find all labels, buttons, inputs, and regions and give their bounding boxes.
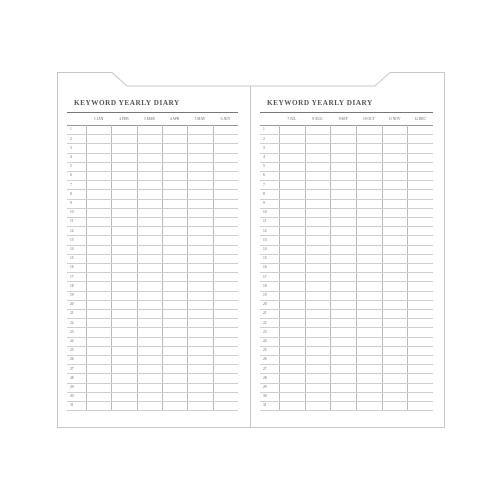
day-number: 15 [70,256,74,261]
day-row-line [67,281,238,282]
day-number: 6 [263,173,265,178]
day-number: 7 [263,182,265,187]
day-row-line [67,254,238,255]
day-number: 5 [70,164,72,169]
day-number: 15 [263,256,267,261]
month-header: 8 AUG [312,117,323,121]
left-diary-page [57,72,252,428]
day-number: 4 [70,155,72,159]
day-number: 2 [263,136,265,141]
column-divider [305,125,306,410]
day-row-line [67,355,238,356]
day-number: 19 [263,293,267,297]
day-row-line [260,355,433,356]
month-header: 2 FEB [119,117,129,121]
day-row-line [260,383,433,384]
column-divider [330,125,331,410]
day-row-line [67,327,238,328]
column-divider [137,125,138,410]
column-divider [407,125,408,410]
day-row-line [67,162,238,163]
day-row-line [260,189,433,190]
day-row-line [67,318,238,319]
diary-grid [67,116,238,413]
column-divider [111,125,112,410]
day-number: 18 [70,283,74,288]
day-number: 21 [70,311,74,316]
month-header: 10 OCT [362,117,375,121]
day-row-line [67,217,238,218]
month-header: 9 SEP [338,117,348,121]
day-number: 2 [70,136,72,141]
day-row-line [67,373,238,374]
column-divider [86,125,87,410]
day-row-line [67,401,238,402]
column-divider [382,125,383,410]
day-row-line [67,245,238,246]
day-row-line [260,199,433,200]
day-row-line [67,153,238,154]
day-number: 12 [70,228,74,233]
day-number: 31 [70,403,74,408]
day-number: 29 [263,385,267,389]
day-row-line [260,364,433,365]
day-number: 30 [70,394,74,399]
day-row-line [67,134,238,135]
right-diary-page [250,72,445,428]
day-row-line [260,235,433,236]
day-number: 13 [70,237,74,242]
day-row-line [67,364,238,365]
day-row-line [260,401,433,402]
day-row-line [260,291,433,292]
day-row-line [260,281,433,282]
column-divider [213,125,214,410]
day-number: 10 [70,210,74,215]
day-number: 16 [263,265,267,270]
day-number: 13 [263,237,267,242]
month-header: 6 JUN [220,117,230,121]
day-number: 28 [263,375,267,380]
day-number: 3 [70,145,72,150]
month-header: 1 JAN [94,117,104,121]
day-row-line [260,208,433,209]
day-number: 25 [70,348,74,353]
day-row-line [260,300,433,301]
day-number: 16 [70,265,74,270]
day-number: 26 [263,357,267,362]
day-number: 20 [70,302,74,307]
day-row-line [67,208,238,209]
day-row-line [260,217,433,218]
diary-grid [260,116,433,413]
day-number: 4 [263,155,265,159]
day-number: 26 [70,357,74,362]
month-header: 3 MAR [143,117,155,121]
day-row-line [260,410,433,411]
day-number: 14 [263,247,267,251]
day-row-line [260,373,433,374]
day-number: 22 [263,320,267,325]
day-number: 9 [263,201,265,205]
day-number: 5 [263,164,265,169]
day-number: 14 [70,247,74,251]
day-row-line [260,309,433,310]
day-number: 25 [263,348,267,353]
day-row-line [67,263,238,264]
column-divider [279,125,280,410]
day-number: 9 [70,201,72,205]
day-row-line [260,337,433,338]
day-number: 8 [70,191,72,196]
day-number: 18 [263,283,267,288]
day-row-line [67,392,238,393]
day-number: 19 [70,293,74,297]
day-number: 22 [70,320,74,325]
day-row-line [67,309,238,310]
day-number: 20 [263,302,267,307]
day-number: 24 [263,339,267,343]
day-number: 10 [263,210,267,215]
month-header: 12 DEC [414,117,426,121]
day-number: 30 [263,394,267,399]
day-row-line [67,337,238,338]
title-rule [67,112,238,113]
day-number: 28 [70,375,74,380]
day-number: 12 [263,228,267,233]
page-title: KEYWORD YEARLY DIARY [74,99,180,107]
day-number: 27 [263,366,267,371]
day-number: 11 [70,219,74,224]
day-number: 27 [70,366,74,371]
day-row-line [260,134,433,135]
day-row-line [260,180,433,181]
day-row-line [67,383,238,384]
day-row-line [260,171,433,172]
day-number: 1 [263,127,265,132]
day-number: 8 [263,191,265,196]
day-row-line [67,346,238,347]
day-row-line [260,263,433,264]
day-number: 3 [263,145,265,150]
day-number: 24 [70,339,74,343]
day-number: 11 [263,219,267,224]
day-number: 1 [70,127,72,132]
day-row-line [67,235,238,236]
day-number: 23 [263,329,267,334]
month-header: 7 JUL [287,117,297,121]
day-row-line [67,171,238,172]
title-rule [260,112,433,113]
day-row-line [260,226,433,227]
day-number: 23 [70,329,74,334]
day-row-line [260,392,433,393]
day-row-line [67,226,238,227]
day-number: 17 [70,274,74,279]
day-row-line [67,291,238,292]
column-divider [162,125,163,410]
day-number: 17 [263,274,267,279]
day-number: 31 [263,403,267,408]
day-row-line [260,318,433,319]
day-row-line [260,162,433,163]
day-number: 6 [70,173,72,178]
column-divider [187,125,188,410]
day-row-line [260,346,433,347]
day-row-line [67,300,238,301]
day-row-line [260,272,433,273]
day-number: 29 [70,385,74,389]
day-row-line [260,254,433,255]
day-number: 21 [263,311,267,316]
month-header: 5 MAY [194,117,206,121]
day-row-line [260,327,433,328]
day-row-line [260,153,433,154]
day-row-line [260,143,433,144]
day-row-line [67,272,238,273]
day-row-line [67,410,238,411]
day-row-line [67,189,238,190]
month-header: 11 NOV [388,117,401,121]
page-title: KEYWORD YEARLY DIARY [267,99,373,107]
day-number: 7 [70,182,72,187]
column-divider [356,125,357,410]
day-row-line [67,143,238,144]
day-row-line [67,180,238,181]
day-row-line [67,199,238,200]
day-row-line [260,245,433,246]
month-header: 4 APR [169,117,180,121]
